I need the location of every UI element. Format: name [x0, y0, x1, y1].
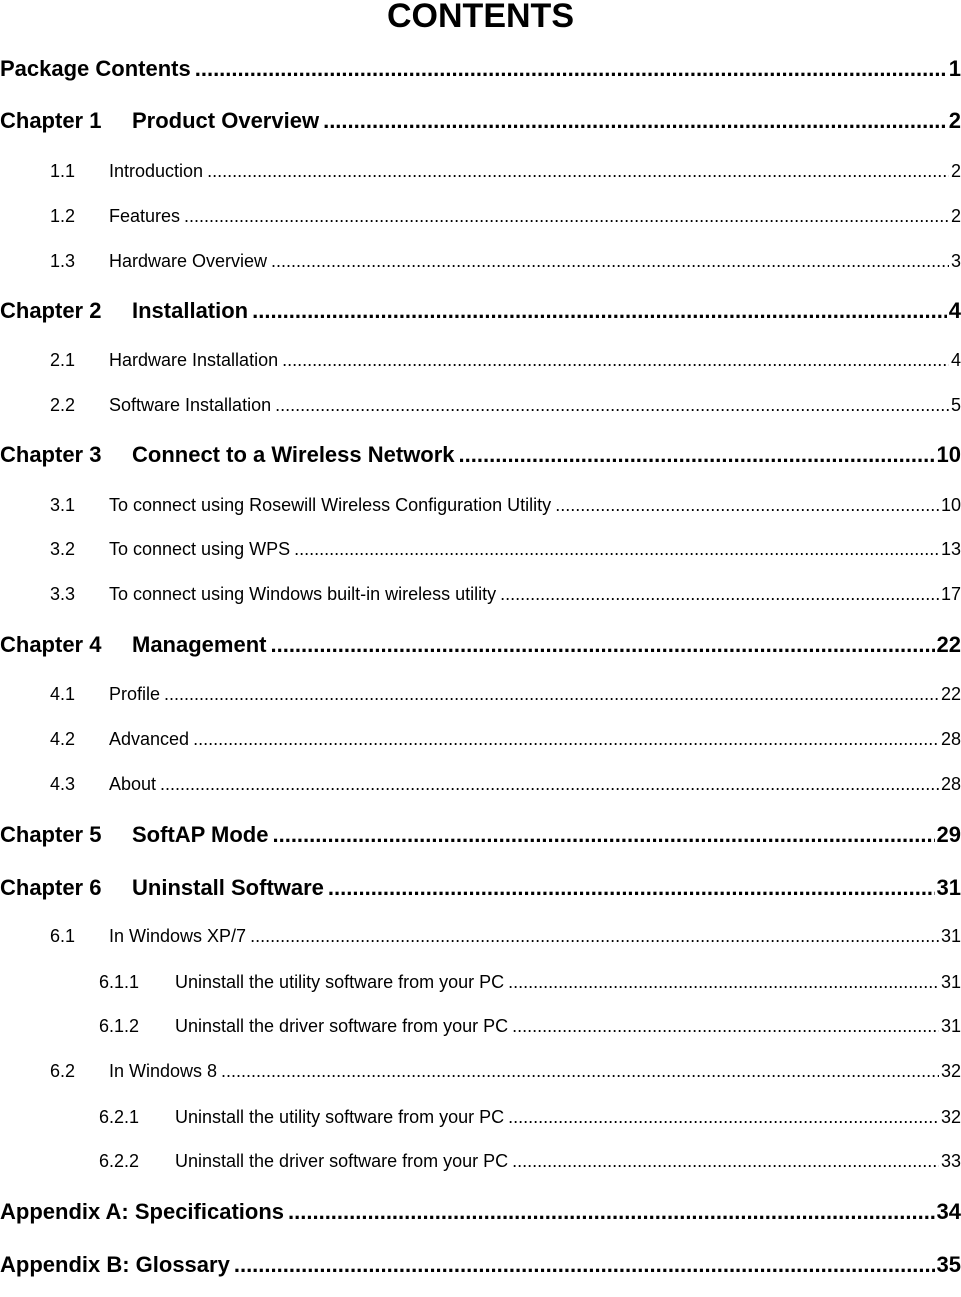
toc-entry[interactable]	[50, 774, 961, 795]
dot-leader	[195, 56, 947, 82]
toc-entry[interactable]	[50, 539, 961, 560]
dot-leader	[221, 1061, 939, 1082]
toc-entry-page: 22	[940, 684, 961, 704]
toc-entry[interactable]	[0, 108, 961, 134]
toc-entry-title: Uninstall Software	[132, 875, 324, 900]
toc-entry[interactable]	[50, 729, 961, 750]
toc-entry-page: 28	[940, 729, 961, 749]
toc-entry-number: 3.3	[50, 584, 76, 604]
toc-entry-title: In Windows XP/7	[109, 926, 247, 946]
toc-entry[interactable]	[50, 684, 961, 705]
dot-leader	[459, 442, 935, 468]
toc-entry-page: 31	[940, 926, 961, 946]
toc-entry-title: About	[109, 774, 157, 794]
toc-entry[interactable]	[0, 298, 961, 324]
dot-leader	[275, 395, 949, 416]
dot-leader	[207, 161, 949, 182]
dot-leader	[323, 108, 947, 134]
toc-entry-page: 1	[948, 56, 961, 81]
toc-entry[interactable]	[99, 1107, 961, 1128]
toc-entry-number: Chapter 4	[0, 632, 102, 657]
toc-entry-number: Chapter 2	[0, 298, 102, 323]
dot-leader	[252, 298, 947, 324]
toc-entry-title: Uninstall the utility software from your PC	[175, 1107, 505, 1127]
toc-entry-title: Uninstall the driver software from your PC	[175, 1151, 509, 1171]
dot-leader	[508, 1107, 939, 1128]
dot-leader	[271, 251, 949, 272]
toc-entry[interactable]	[99, 1151, 961, 1172]
toc-entry-page: 33	[940, 1151, 961, 1171]
toc-entry-title: Uninstall the driver software from your PC	[175, 1016, 509, 1036]
dot-leader	[294, 539, 939, 560]
toc-entry-title: Appendix A: Specifications	[0, 1199, 285, 1224]
toc-entry[interactable]	[99, 972, 961, 993]
toc-entry-number: Chapter 3	[0, 442, 102, 467]
toc-entry[interactable]	[50, 350, 961, 371]
toc-entry-number: Chapter 5	[0, 822, 102, 847]
toc-entry-page: 10	[940, 495, 961, 515]
toc-entry-number: 6.1	[50, 926, 76, 946]
toc-entry-number: Chapter 1	[0, 108, 102, 133]
dot-leader	[282, 350, 949, 371]
toc-entry-page: 32	[940, 1107, 961, 1127]
toc-entry-title: Appendix B: Glossary	[0, 1252, 230, 1277]
toc-entry[interactable]	[0, 56, 961, 82]
toc-entry[interactable]	[50, 926, 961, 947]
toc-entry-page: 13	[940, 539, 961, 559]
toc-entry-page: 31	[936, 875, 961, 900]
dot-leader	[272, 822, 934, 848]
toc-entry-number: 2.2	[50, 395, 76, 415]
toc-entry-title: To connect using WPS	[109, 539, 291, 559]
dot-leader	[270, 632, 934, 658]
toc-entry-page: 5	[950, 395, 961, 415]
toc-entry-page: 10	[936, 442, 961, 467]
toc-entry-number: 6.2.1	[99, 1107, 140, 1127]
toc-entry[interactable]	[50, 161, 961, 182]
toc-entry[interactable]	[0, 822, 961, 848]
toc-entry-number: 3.1	[50, 495, 76, 515]
toc-entry-title: Advanced	[109, 729, 190, 749]
toc-entry[interactable]	[50, 584, 961, 605]
toc-entry-page: 28	[940, 774, 961, 794]
toc-entry-page: 31	[940, 972, 961, 992]
toc-entry-title: To connect using Windows built-in wireless utility	[109, 584, 497, 604]
toc-entry-title: Installation	[132, 298, 249, 323]
toc-entry-number: 6.2	[50, 1061, 76, 1081]
dot-leader	[234, 1252, 935, 1278]
toc-entry-page: 17	[940, 584, 961, 604]
toc-entry-page: 3	[950, 251, 961, 271]
toc-entry[interactable]	[50, 495, 961, 516]
toc-entry-page: 22	[936, 632, 961, 657]
toc-entry[interactable]	[0, 632, 961, 658]
toc-entry-title: In Windows 8	[109, 1061, 218, 1081]
toc-entry-title: SoftAP Mode	[132, 822, 269, 847]
toc-entry[interactable]	[0, 875, 961, 901]
toc-entry-title: Package Contents	[0, 56, 191, 81]
toc-entry-page: 35	[936, 1252, 961, 1277]
toc-entry-title: Introduction	[109, 161, 204, 181]
dot-leader	[512, 1016, 939, 1037]
toc-entry-page: 32	[940, 1061, 961, 1081]
page-title: CONTENTS	[387, 0, 574, 35]
dot-leader	[288, 1199, 935, 1225]
toc-entry[interactable]	[0, 442, 961, 468]
dot-leader	[328, 875, 935, 901]
dot-leader	[193, 729, 939, 750]
toc-entry[interactable]	[0, 1199, 961, 1225]
toc-entry-page: 4	[948, 298, 961, 323]
dot-leader	[512, 1151, 939, 1172]
toc-entry-title: Uninstall the utility software from your PC	[175, 972, 505, 992]
dot-leader	[500, 584, 939, 605]
toc-entry-number: 6.1.1	[99, 972, 140, 992]
toc-entry-title: Management	[132, 632, 267, 657]
toc-entry-page: 2	[950, 206, 961, 226]
toc-entry[interactable]	[50, 1061, 961, 1082]
toc-entry[interactable]	[0, 1252, 961, 1278]
toc-entry-number: 6.1.2	[99, 1016, 140, 1036]
toc-entry-number: 2.1	[50, 350, 76, 370]
dot-leader	[555, 495, 939, 516]
toc-entry[interactable]	[50, 206, 961, 227]
dot-leader	[160, 774, 939, 795]
toc-entry[interactable]	[99, 1016, 961, 1037]
toc-entry-number: 4.3	[50, 774, 76, 794]
toc-entry-title: Connect to a Wireless Network	[132, 442, 455, 467]
toc-entry-title: Hardware Overview	[109, 251, 268, 271]
toc-entry-page: 2	[950, 161, 961, 181]
dot-leader	[508, 972, 939, 993]
toc-entry-title: Profile	[109, 684, 161, 704]
toc-entry[interactable]	[50, 251, 961, 272]
toc-entry-title: Hardware Installation	[109, 350, 279, 370]
toc-entry-title: Product Overview	[132, 108, 320, 133]
toc-entry-number: 3.2	[50, 539, 76, 559]
toc-entry-page: 4	[950, 350, 961, 370]
toc-entry-number: 4.2	[50, 729, 76, 749]
toc-entry[interactable]	[50, 395, 961, 416]
toc-entry-title: Software Installation	[109, 395, 272, 415]
toc-entry-number: 1.2	[50, 206, 76, 226]
toc-entry-number: 4.1	[50, 684, 76, 704]
toc-entry-page: 31	[940, 1016, 961, 1036]
toc-entry-title: Features	[109, 206, 181, 226]
toc-entry-title: To connect using Rosewill Wireless Configuration Utility	[109, 495, 552, 515]
toc-entry-page: 34	[936, 1199, 961, 1224]
toc-entry-number: 1.3	[50, 251, 76, 271]
dot-leader	[164, 684, 939, 705]
toc-entry-page: 29	[936, 822, 961, 847]
toc-entry-number: Chapter 6	[0, 875, 102, 900]
dot-leader	[250, 926, 939, 947]
toc-entry-page: 2	[948, 108, 961, 133]
dot-leader	[184, 206, 949, 227]
toc-entry-number: 6.2.2	[99, 1151, 140, 1171]
toc-entry-number: 1.1	[50, 161, 76, 181]
